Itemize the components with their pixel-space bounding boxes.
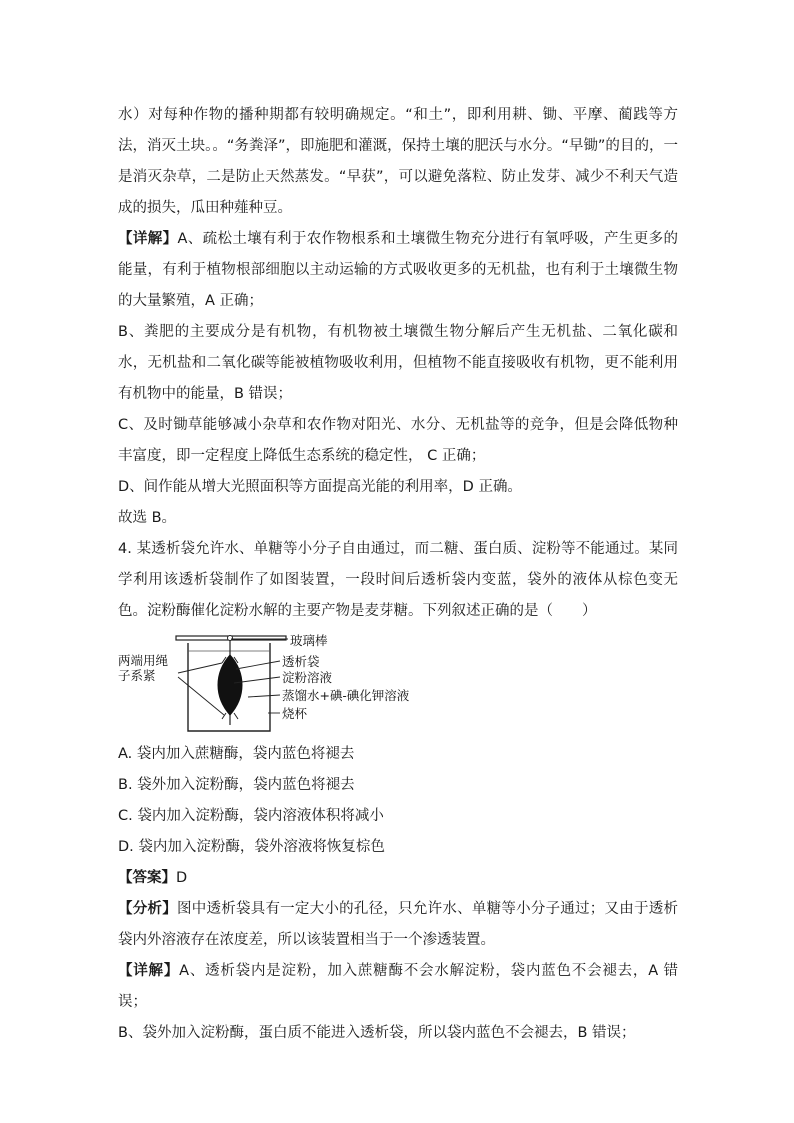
option-b: B. 袋外加入淀粉酶，袋内蓝色将褪去	[118, 777, 355, 793]
detail2-paragraph-a	[118, 956, 678, 1018]
label-tie: 两端用绳 子系紧	[118, 653, 169, 683]
pointer-tie-bottom	[178, 677, 224, 715]
answer-line	[118, 863, 678, 894]
dialysis-bag	[218, 655, 242, 715]
label-beaker: 烧杯	[282, 706, 308, 721]
detail-tag: 【详解】	[118, 231, 178, 247]
analysis-text: 图中透析袋具有一定大小的孔径，只允许水、单糖等小分子通过；又由于透析袋内外溶液存在浓度差，所以该装置相当于一个渗透装置。	[118, 901, 679, 948]
pointer-bag	[236, 661, 280, 669]
apparatus-diagram	[118, 633, 678, 735]
label-starch-solution: 淀粉溶液	[282, 670, 333, 685]
label-glass-rod: 玻璃棒	[290, 633, 328, 648]
label-water-iodine: 蒸馏水+碘-碘化钾溶液	[282, 688, 410, 703]
detail-paragraph-a	[118, 224, 678, 317]
detail-item-c: C、及时锄草能够减小杂草和农作物对阳光、水分、无机盐等的竞争，但是会降低物种丰富度，即一定程度上降低生态系统的稳定性， C 正确；	[118, 417, 678, 464]
question-stem: 4. 某透析袋允许水、单糖等小分子自由通过，而二糖、蛋白质、淀粉等不能通过。某同学利用该透析袋制作了如图装置，一段时间后透析袋内变蓝，袋外的液体从棕色变无色。淀粉酶催化淀粉水解的主要产物是麦芽糖。下列叙述正确的是（ ）	[118, 541, 678, 619]
paragraph-intro: 水）对每种作物的播种期都有较明确规定。“和土”，即利用耕、锄、平摩、蔺践等方法，消灭土块。。“务粪泽”，即施肥和灌溉，保持土壤的肥沃与水分。“早锄”的目的，一是消灭杂草，二是防止天然蒸发。“早获”，可以避免落粒、防止发芽、减少不利天气造成的损失，瓜田种薤种豆。	[118, 107, 678, 216]
answer-tag: 【答案】	[118, 870, 176, 886]
option-c: C. 袋内加入淀粉酶，袋内溶液体积将减小	[118, 808, 384, 824]
label-dialysis-bag: 透析袋	[282, 654, 320, 669]
option-a: A. 袋内加入蔗糖酶，袋内蓝色将褪去	[118, 746, 355, 762]
detail-item-d: D、间作能从增大光照面积等方面提高光能的利用率，D 正确。	[118, 479, 522, 495]
answer-value: D	[176, 870, 188, 886]
detail-item-a: A、疏松土壤有利于农作物根系和土壤微生物充分进行有氧呼吸，产生更多的能量，有利于植物根部细胞以主动运输的方式吸收更多的无机盐，也有利于土壤微生物的大量繁殖，A 正确；	[118, 231, 678, 309]
conclusion: 故选 B。	[118, 510, 177, 526]
analysis-paragraph	[118, 894, 678, 956]
pointer-tie-top	[178, 663, 222, 673]
document-body	[118, 100, 678, 1049]
detail2-tag: 【详解】	[118, 963, 180, 979]
detail2-item-b: B、袋外加入淀粉酶，蛋白质不能进入透析袋，所以袋内蓝色不会褪去，B 错误；	[118, 1025, 636, 1041]
detail2-item-a: A、透析袋内是淀粉，加入蔗糖酶不会水解淀粉，袋内蓝色不会褪去，A 错误；	[118, 963, 679, 1010]
option-d: D. 袋内加入淀粉酶，袋外溶液将恢复棕色	[118, 839, 385, 855]
pointer-water	[248, 695, 280, 697]
detail-item-b: B、粪肥的主要成分是有机物，有机物被土壤微生物分解后产生无机盐、二氧化碳和水，无机盐和二氧化碳等能被植物吸收利用，但植物不能直接吸收有机物，更不能利用有机物中的能量，B 错误；	[118, 324, 678, 402]
dialysis-apparatus-figure	[118, 633, 678, 735]
hook	[228, 636, 233, 641]
analysis-tag: 【分析】	[118, 901, 177, 917]
